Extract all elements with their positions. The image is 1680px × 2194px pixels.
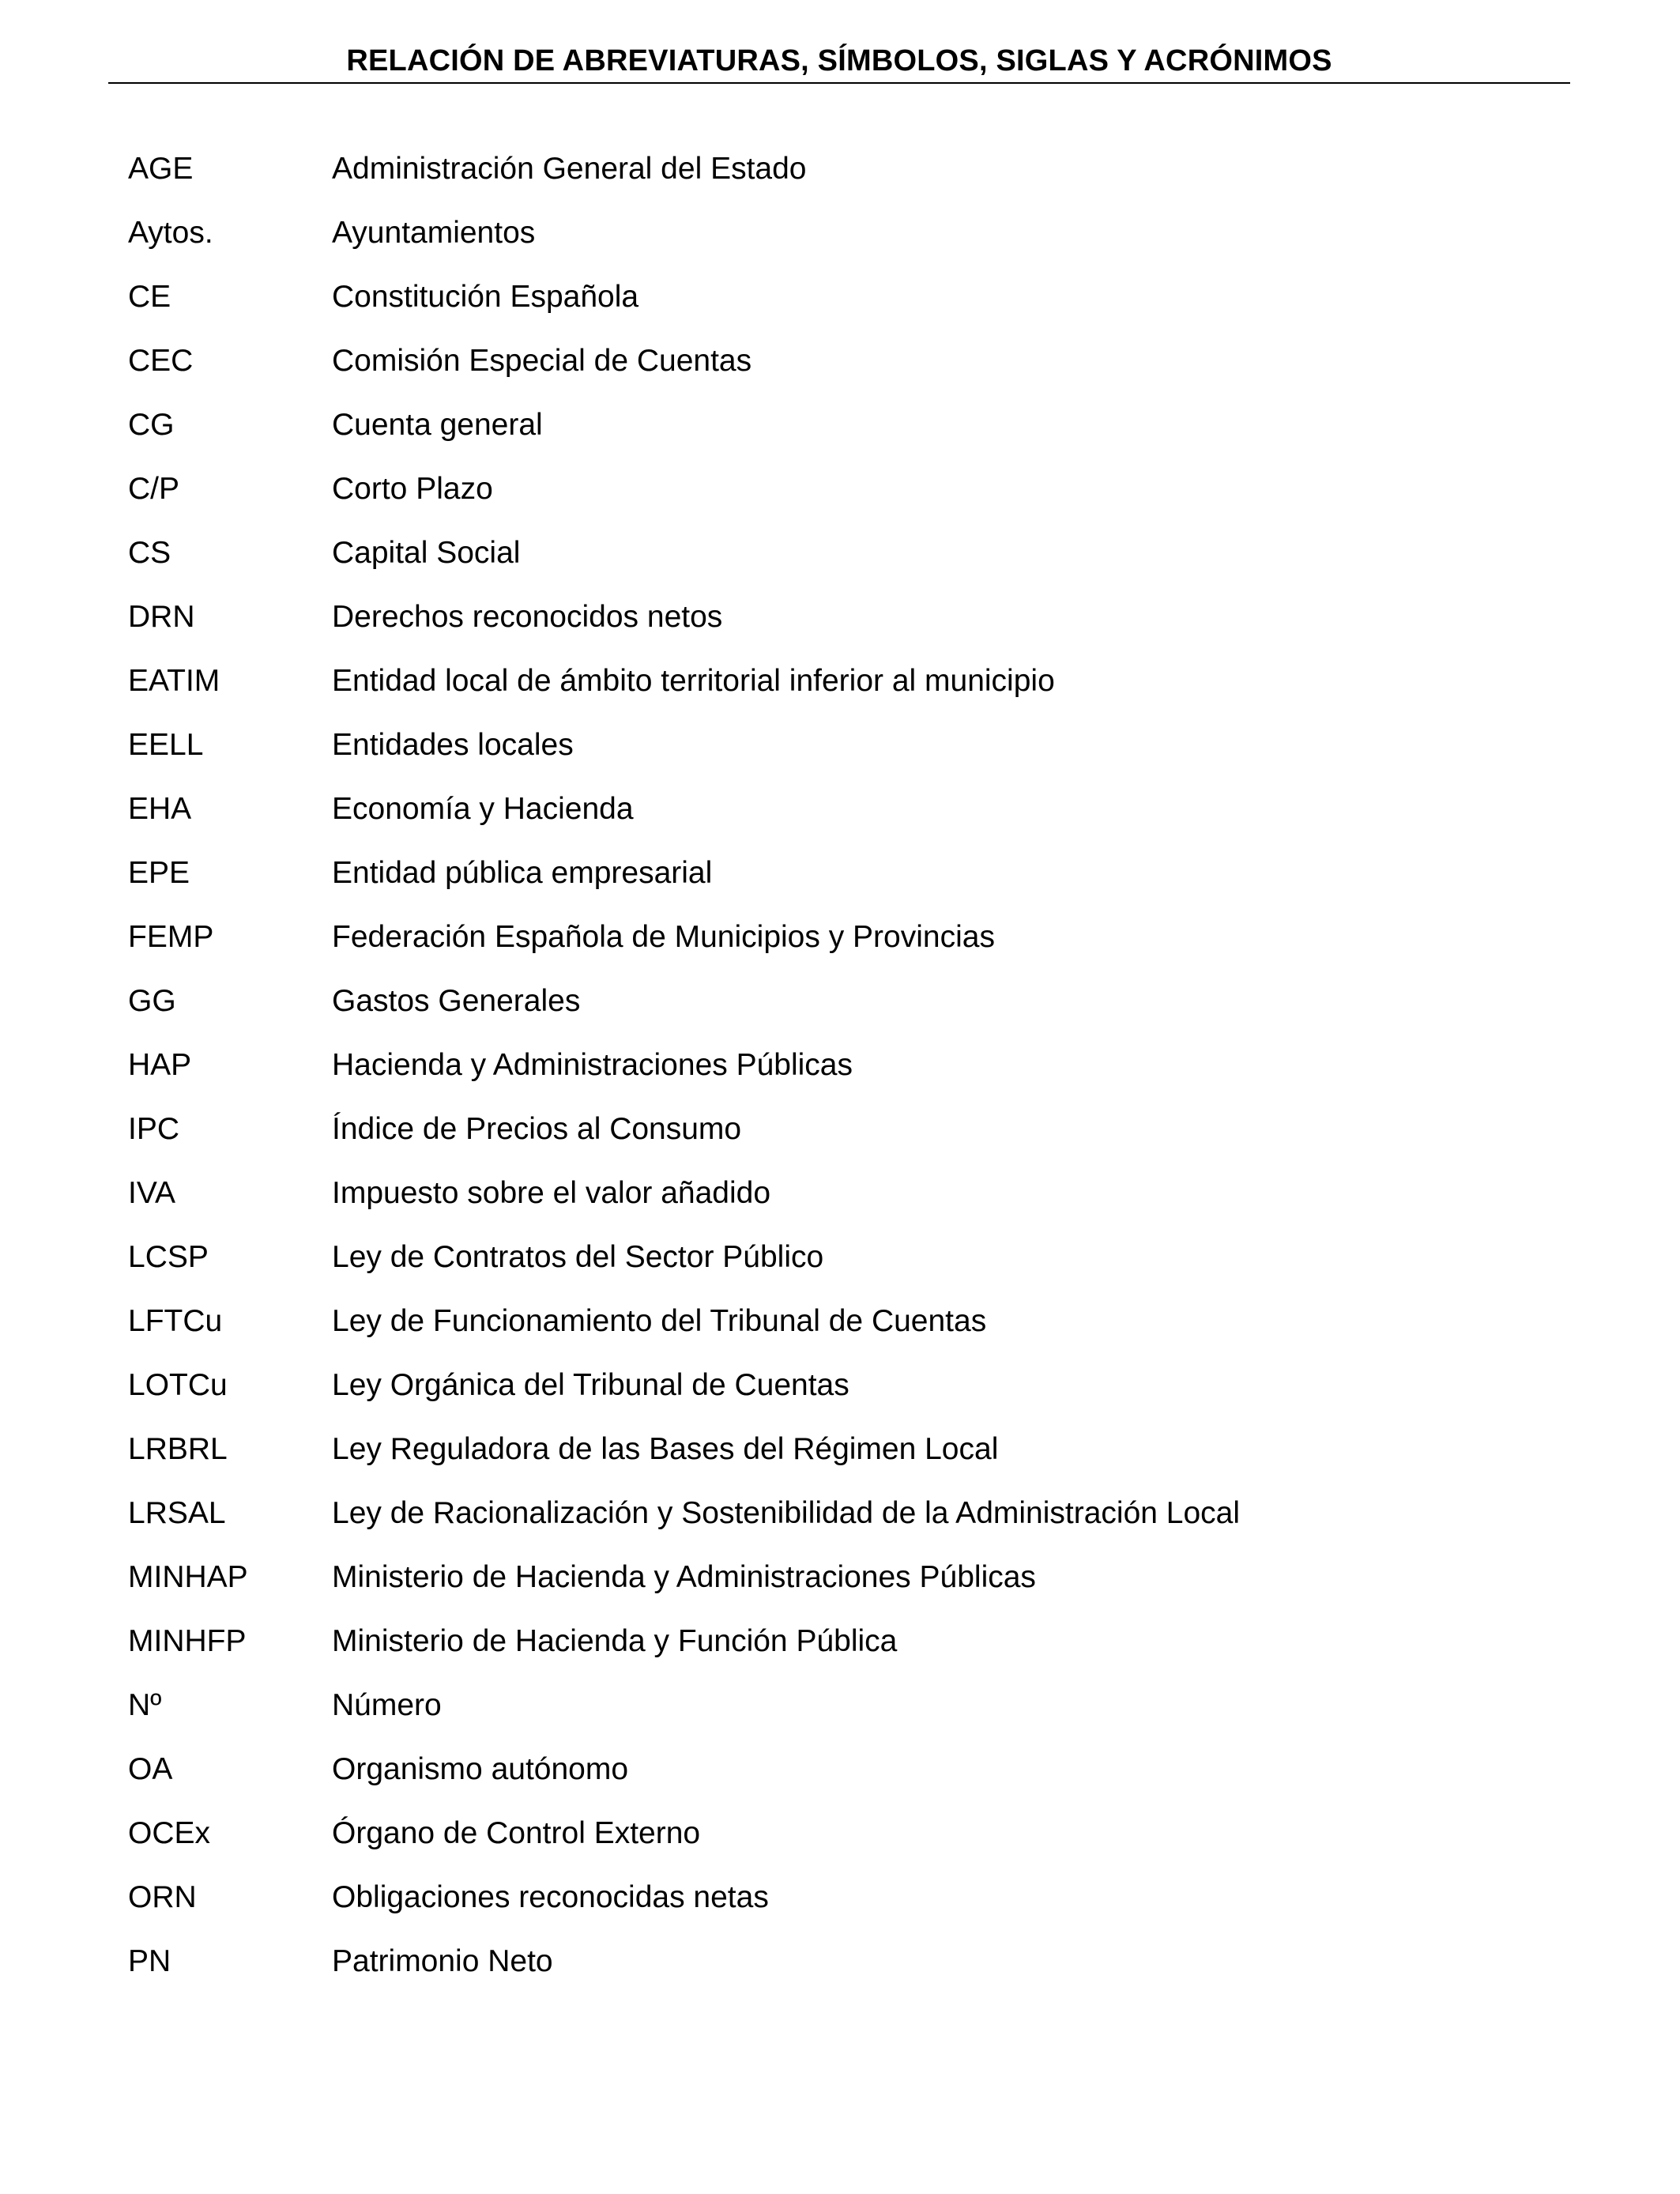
abbreviation-code: LRSAL [128, 1496, 226, 1530]
abbreviation-code: Aytos. [128, 216, 213, 250]
abbreviation-code: OA [128, 1752, 173, 1786]
list-item [128, 469, 1550, 533]
abbreviation-code: Nº [128, 1688, 162, 1722]
list-item [128, 662, 1550, 726]
abbreviation-code: CG [128, 408, 175, 442]
abbreviation-meaning: Constitución Española [332, 280, 639, 314]
abbreviation-meaning: Entidad local de ámbito territorial inferior al municipio [332, 664, 1055, 698]
abbreviation-code: CS [128, 536, 171, 570]
list-item [128, 277, 1550, 341]
abbreviation-code: GG [128, 984, 176, 1018]
abbreviation-meaning: Órgano de Control Externo [332, 1816, 701, 1850]
abbreviation-code: EATIM [128, 664, 220, 698]
abbreviation-meaning: Índice de Precios al Consumo [332, 1112, 742, 1146]
abbreviation-meaning: Cuenta general [332, 408, 543, 442]
list-item [128, 1366, 1550, 1430]
abbreviation-meaning: Federación Española de Municipios y Provincias [332, 920, 995, 954]
list-item [128, 1878, 1550, 1942]
list-item [128, 533, 1550, 598]
abbreviation-code: EHA [128, 792, 192, 826]
abbreviation-meaning: Entidad pública empresarial [332, 856, 713, 890]
list-item [128, 1302, 1550, 1366]
abbreviation-code: MINHFP [128, 1624, 247, 1658]
abbreviation-meaning: Patrimonio Neto [332, 1944, 553, 1978]
list-item [128, 854, 1550, 918]
abbreviation-meaning: Ministerio de Hacienda y Función Pública [332, 1624, 898, 1658]
abbreviation-meaning: Organismo autónomo [332, 1752, 629, 1786]
abbreviation-meaning: Hacienda y Administraciones Públicas [332, 1048, 853, 1082]
abbreviation-meaning: Administración General del Estado [332, 152, 807, 186]
list-item [128, 405, 1550, 469]
abbreviation-code: DRN [128, 600, 195, 634]
list-item [128, 598, 1550, 662]
abbreviation-meaning: Gastos Generales [332, 984, 581, 1018]
abbreviation-code: LCSP [128, 1240, 209, 1274]
list-item [128, 1558, 1550, 1622]
abbreviation-meaning: Capital Social [332, 536, 521, 570]
abbreviation-code: AGE [128, 152, 194, 186]
page-title: RELACIÓN DE ABREVIATURAS, SÍMBOLOS, SIGLAS Y ACRÓNIMOS [346, 44, 1332, 77]
abbreviation-code: IVA [128, 1176, 175, 1210]
list-item [128, 1494, 1550, 1558]
title-divider [108, 82, 1570, 84]
list-item [128, 1750, 1550, 1814]
abbreviation-code: OCEx [128, 1816, 211, 1850]
list-item [128, 790, 1550, 854]
list-item [128, 1430, 1550, 1494]
list-item [128, 1238, 1550, 1302]
abbreviation-code: LOTCu [128, 1368, 228, 1402]
abbreviation-code: MINHAP [128, 1560, 248, 1594]
list-item [128, 1046, 1550, 1110]
abbreviation-code: FEMP [128, 920, 214, 954]
abbreviation-meaning: Entidades locales [332, 728, 574, 762]
abbreviation-meaning: Ley de Funcionamiento del Tribunal de Cuentas [332, 1304, 987, 1338]
abbreviation-meaning: Número [332, 1688, 442, 1722]
abbreviation-code: LFTCu [128, 1304, 223, 1338]
list-item [128, 149, 1550, 213]
abbreviation-meaning: Economía y Hacienda [332, 792, 634, 826]
list-item [128, 918, 1550, 982]
list-item [128, 1174, 1550, 1238]
abbreviation-meaning: Comisión Especial de Cuentas [332, 344, 752, 378]
abbreviation-meaning: Obligaciones reconocidas netas [332, 1880, 769, 1914]
list-item [128, 1686, 1550, 1750]
abbreviation-code: EELL [128, 728, 204, 762]
abbreviation-code: ORN [128, 1880, 197, 1914]
list-item [128, 213, 1550, 277]
abbreviation-meaning: Ley de Contratos del Sector Público [332, 1240, 824, 1274]
abbreviation-code: LRBRL [128, 1432, 228, 1466]
abbreviation-code: C/P [128, 472, 180, 506]
abbreviation-meaning: Corto Plazo [332, 472, 493, 506]
abbreviation-code: CE [128, 280, 171, 314]
abbreviation-meaning: Ministerio de Hacienda y Administraciones Públicas [332, 1560, 1036, 1594]
list-item [128, 982, 1550, 1046]
abbreviation-code: HAP [128, 1048, 192, 1082]
abbreviation-code: EPE [128, 856, 190, 890]
abbreviation-meaning: Derechos reconocidos netos [332, 600, 723, 634]
abbreviation-meaning: Ayuntamientos [332, 216, 536, 250]
abbreviation-meaning: Ley de Racionalización y Sostenibilidad de la Administración Local [332, 1496, 1241, 1530]
list-item [128, 341, 1550, 405]
abbreviation-meaning: Ley Reguladora de las Bases del Régimen Local [332, 1432, 999, 1466]
abbreviation-code: CEC [128, 344, 194, 378]
list-item [128, 1942, 1550, 2006]
abbreviation-meaning: Impuesto sobre el valor añadido [332, 1176, 771, 1210]
list-item [128, 1110, 1550, 1174]
list-item [128, 726, 1550, 790]
list-item [128, 1814, 1550, 1878]
list-item [128, 1622, 1550, 1686]
abbreviation-code: IPC [128, 1112, 180, 1146]
abbreviation-meaning: Ley Orgánica del Tribunal de Cuentas [332, 1368, 849, 1402]
abbreviation-list [128, 149, 1550, 2006]
abbreviation-code: PN [128, 1944, 171, 1978]
